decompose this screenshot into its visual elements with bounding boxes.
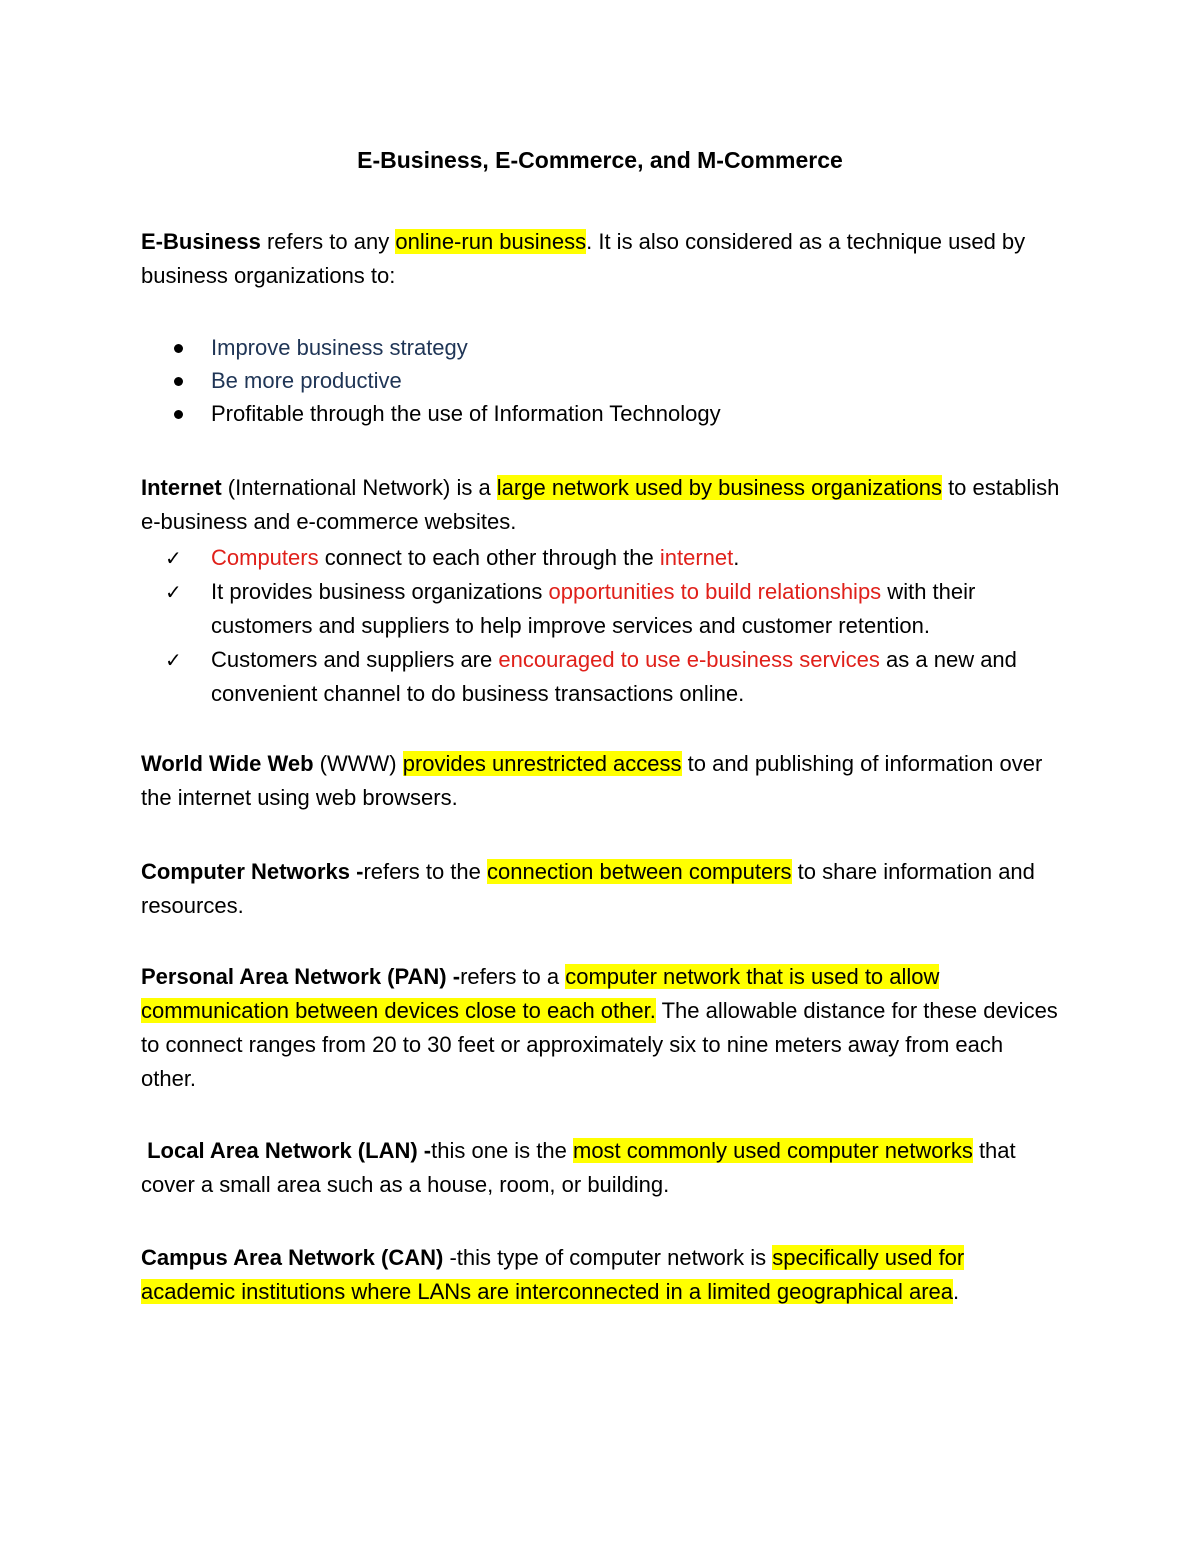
checkmark-icon: ✓	[165, 580, 182, 604]
pan-term: Personal Area Network (PAN) -	[141, 964, 461, 989]
checkmark-icon: ✓	[165, 546, 182, 570]
computer-networks-term: Computer Networks -	[141, 859, 364, 884]
ebusiness-paragraph	[141, 225, 1061, 293]
bullet-icon	[174, 377, 183, 386]
checkmark-icon: ✓	[165, 648, 182, 672]
list-item: ✓ Computers connect to each other through the internet.	[141, 541, 1061, 575]
can-highlight: specifically used for academic institutions where LANs are interconnected in a limited geographical area	[141, 1245, 965, 1304]
list-item: Profitable through the use of Information Technology	[141, 397, 1061, 430]
can-term: Campus Area Network (CAN)	[141, 1245, 444, 1270]
list-item: Be more productive	[141, 364, 1061, 397]
internet-paragraph: Internet (International Network) is a large network used by business organizations to establish e-business and e-commerce websites.	[141, 475, 1060, 534]
internet-term: Internet	[141, 475, 222, 500]
list-item: ✓ It provides business organizations opportunities to build relationships with their customers and suppliers to help improve services and customer retention.	[141, 575, 1061, 643]
www-paragraph: World Wide Web (WWW) provides unrestricted access to and publishing of information over the internet using web browsers.	[141, 751, 1043, 810]
bullet-icon	[174, 410, 183, 419]
ebusiness-text-2: . It is also considered as a technique used by business organizations to:	[141, 229, 1026, 288]
ebusiness-bullet-list	[141, 331, 1061, 430]
list-item: Improve business strategy	[141, 331, 1061, 364]
lan-paragraph: Local Area Network (LAN) -this one is the most commonly used computer networks that cover a small area such as a house, room, or building.	[141, 1138, 1016, 1197]
ebusiness-text-1: refers to any	[260, 229, 396, 254]
ebusiness-highlight: online-run business	[395, 229, 587, 254]
computer-networks-paragraph: Computer Networks -refers to the connection between computers to share information and resources.	[141, 859, 1035, 918]
lan-term: Local Area Network (LAN) -	[141, 1138, 432, 1163]
pan-highlight: computer network that is used to allow communication between devices close to each other.	[141, 964, 940, 1023]
internet-check-list	[141, 541, 1061, 711]
bullet-icon	[174, 344, 183, 353]
document-title: E-Business, E-Commerce, and M-Commerce	[357, 147, 843, 173]
internet-highlight: large network used by business organizations	[496, 475, 942, 500]
pan-paragraph: Personal Area Network (PAN) -refers to a computer network that is used to allow communication between devices close to each other. The allowable distance for these devices to connect ranges from 20 to 30 feet or approximately six to nine meters away from each other.	[141, 964, 1058, 1091]
lan-highlight: most commonly used computer networks	[573, 1138, 973, 1163]
list-item: ✓ Customers and suppliers are encouraged to use e-business services as a new and convenient channel to do business transactions online.	[141, 643, 1061, 711]
can-paragraph: Campus Area Network (CAN) -this type of computer network is specifically used for academic institutions where LANs are interconnected in a limited geographical area.	[141, 1245, 965, 1304]
www-highlight: provides unrestricted access	[402, 751, 682, 776]
computer-networks-highlight: connection between computers	[487, 859, 792, 884]
ebusiness-term: E-Business	[141, 229, 261, 254]
www-term: World Wide Web	[141, 751, 314, 776]
